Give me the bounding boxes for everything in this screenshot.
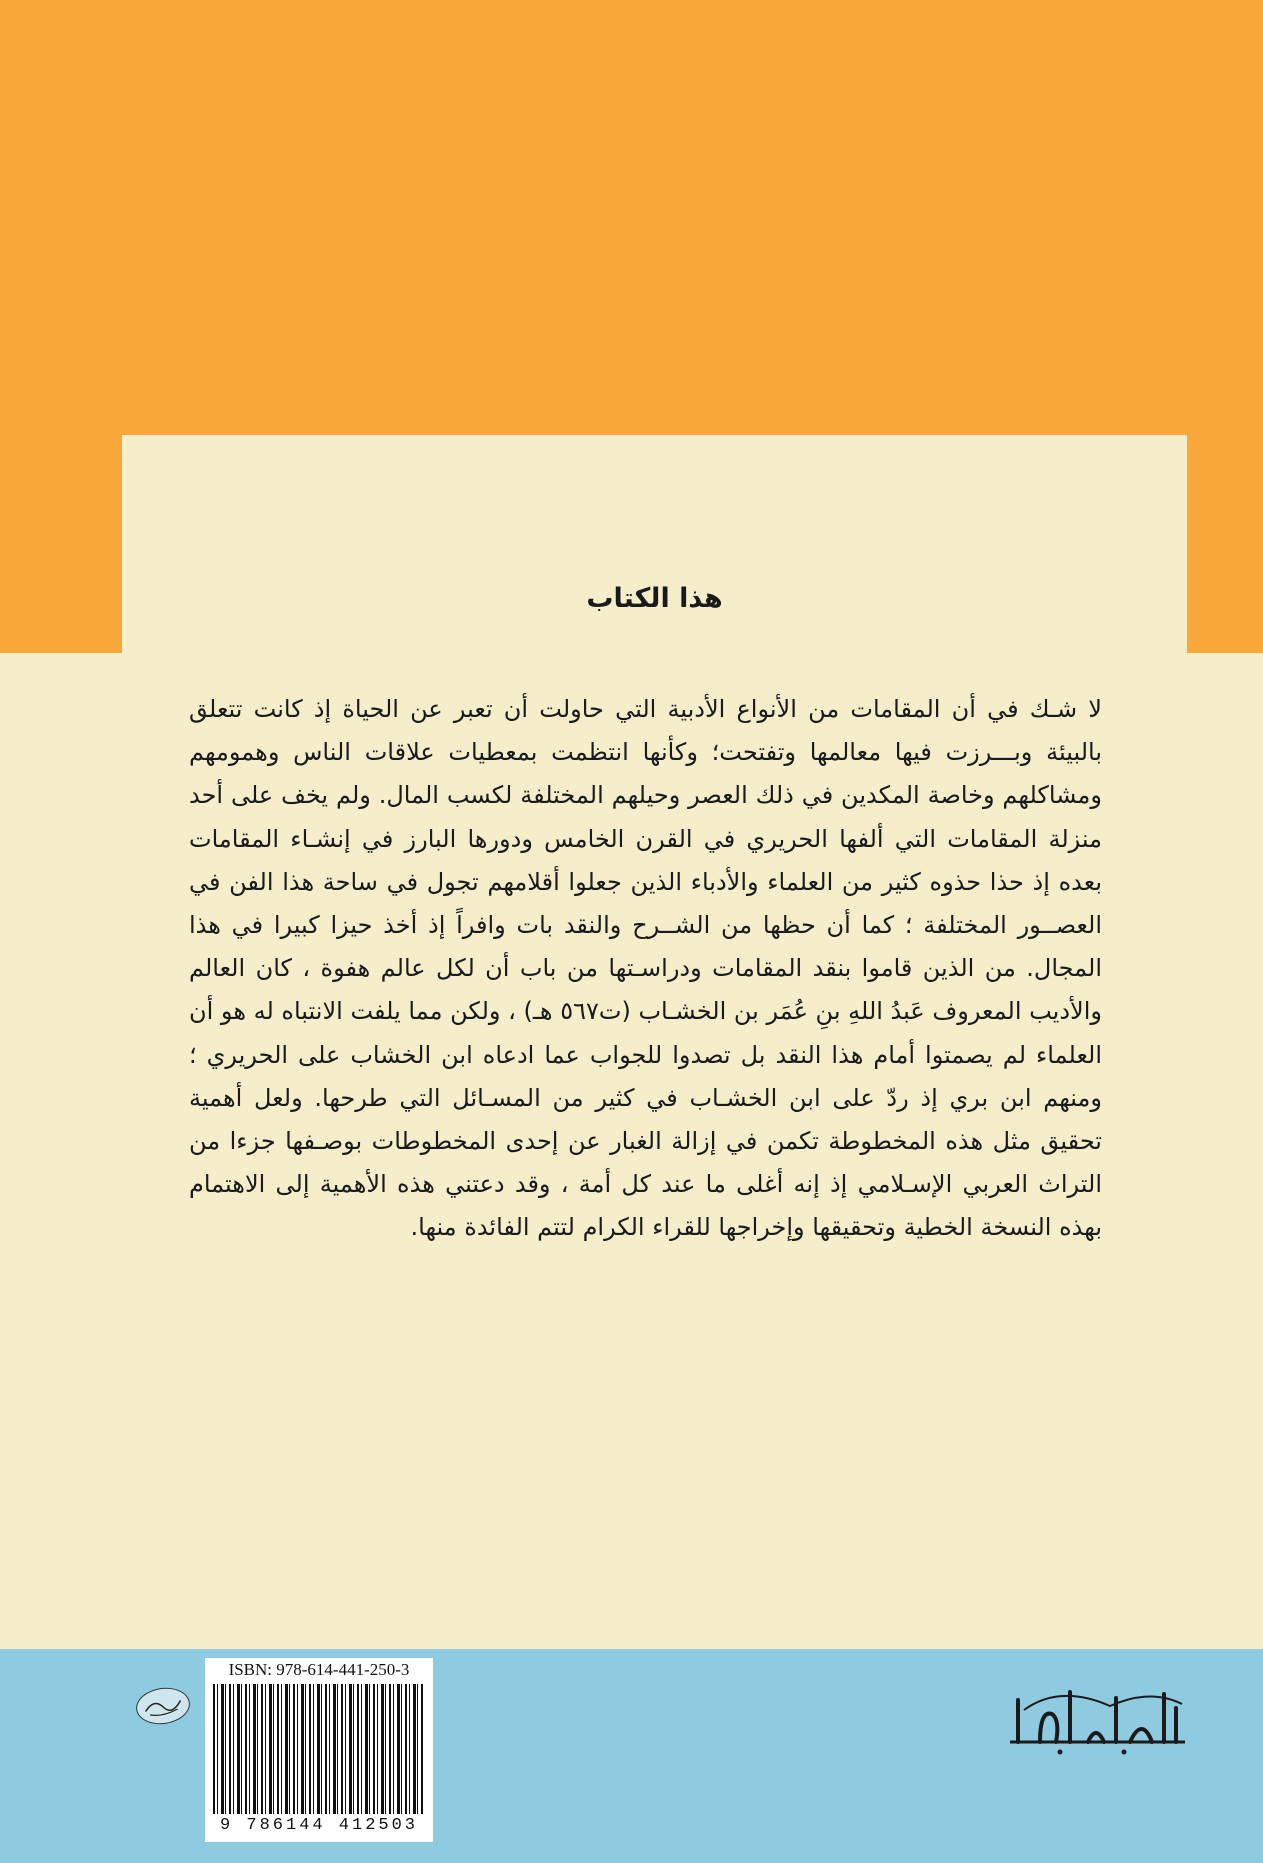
- orange-top-band: [0, 0, 1263, 435]
- stamp-icon: [135, 1686, 191, 1727]
- page-title: هذا الكتاب: [586, 583, 723, 614]
- description-paragraph: لا شـك في أن المقامات من الأنواع الأدبية التي حاولت أن تعبر عن الحياة إذ كانت تتعلق بالبيئة وبـــرزت فيها معالمها وتفتحت؛ وكأنها انتظمت بمعطيات علاقات الناس وهمومهم ومشاكلهم وخاصة المكدين في ذلك العصر وحيلهم المختلفة لكسب المال. ولم يخف على أحد منزلة المقامات التي ألفها الحريري في القرن الخامس ودورها البارز في إنشـاء المقامات بعده إذ حذا حذوه كثير من العلماء والأدباء الذين جعلوا أقلامهم تجول في ساحة هذا الفن في العصــور المختلفة ؛ كما أن حظها من الشــرح والنقد بات وافراً إذ أخذ حيزا كبيرا في هذا المجال. من الذين قاموا بنقد المقامات ودراسـتها من باب أن لكل عالم هفوة ، كان العالم والأديب المعروف عَبدُ اللهِ بنِ عُمَر بن الخشـاب (ت٥٦٧ هـ) ، ولكن مما يلفت الانتباه له هو أن العلماء لم يصمتوا أمام هذا النقد بل تصدوا للجواب عما ادعاه ابن الخشاب على الحريري ؛ ومنهم ابن بري إذ ردّ على ابن الخشـاب في كثير من المسـائل التي طرحها. ولعل أهمية تحقيق مثل هذه المخطوطة تكمن في إزالة الغبار عن إحدى المخطوطات بوصـفها جزءا من التراث العربي الإسـلامي إذ إنه أغلى ما عند كل أمة ، وقد دعتني هذه الأهمية إلى الاهتمام بهذه النسخة الخطية وتحقيقها وإخراجها للقراء الكرام لتتم الفائدة منها.: [189, 695, 1102, 1242]
- cream-panel-top: [122, 435, 1187, 653]
- isbn-barcode-block: [205, 1658, 433, 1842]
- publisher-calligraphy-icon: [1000, 1680, 1195, 1760]
- barcode-number: 9 786144 412503: [219, 1816, 419, 1835]
- orange-left-strip: [0, 435, 122, 653]
- orange-right-strip: [1187, 435, 1263, 653]
- isbn-label: ISBN: 978-614-441-250-3: [228, 1660, 410, 1679]
- publisher-logo: [1000, 1680, 1195, 1760]
- barcode-icon: [213, 1684, 425, 1814]
